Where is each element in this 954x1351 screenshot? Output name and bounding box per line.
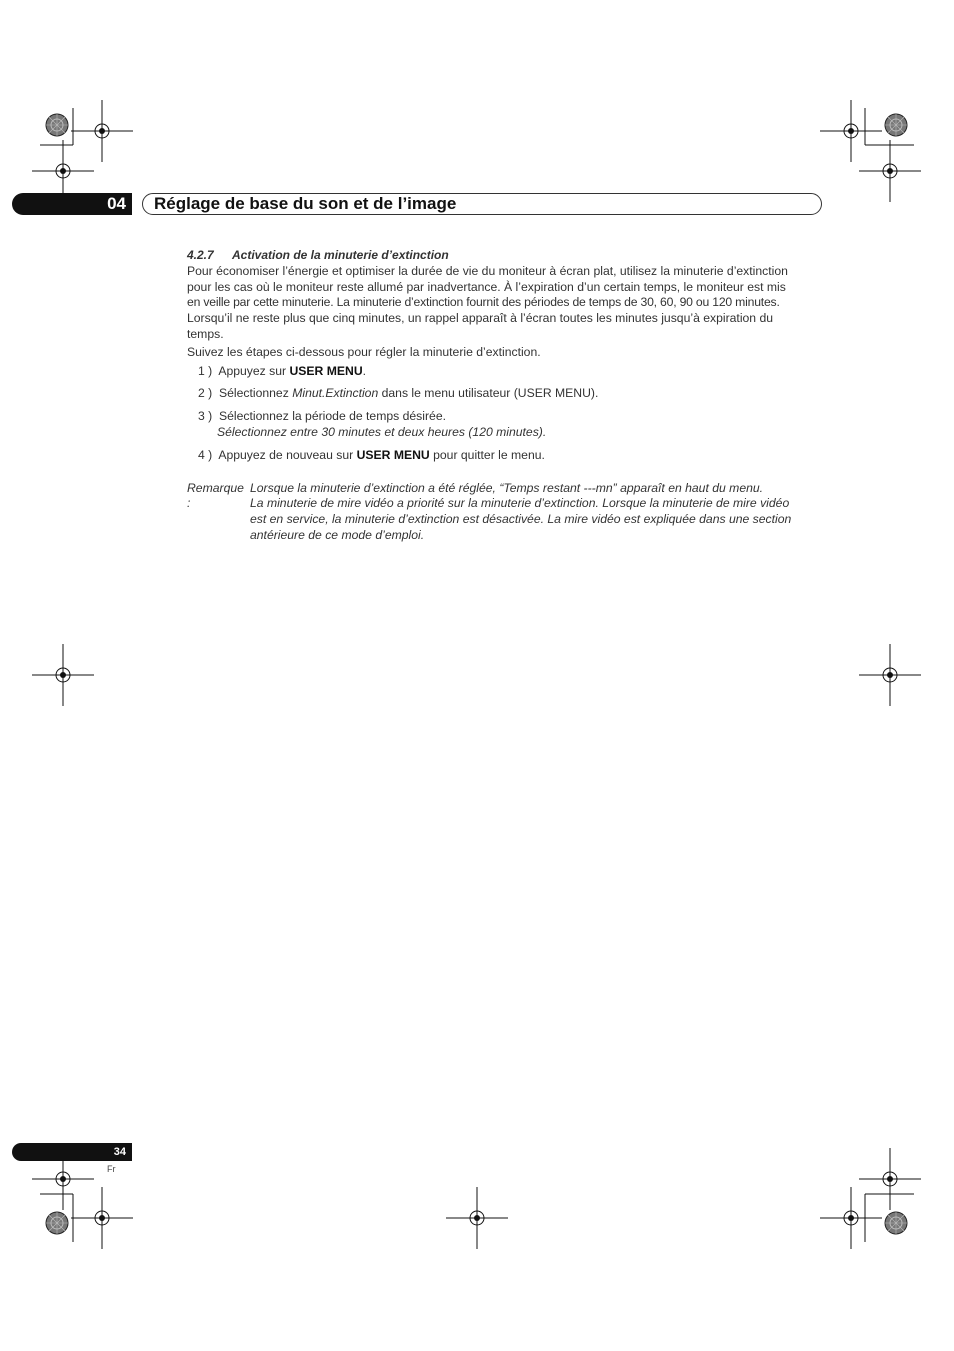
remark-line: est en service, la minuterie d’extinction est désactivée. La mire vidéo est expliquée dans une section — [250, 512, 792, 527]
remark-label: Remarque : — [187, 480, 244, 511]
step-number: 4 ) — [198, 447, 213, 462]
step-number: 2 ) — [198, 386, 213, 401]
step-text: Sélectionnez la période de temps désirée. — [219, 409, 446, 424]
step-2 — [187, 386, 827, 402]
intro-paragraph — [187, 264, 827, 343]
step-text: Sélectionnez — [219, 386, 293, 401]
section-content — [187, 248, 827, 544]
step-4 — [187, 448, 827, 464]
step-note: Sélectionnez entre 30 minutes et deux heures (120 minutes). — [217, 424, 547, 439]
intro-line: Lorsqu’il ne reste plus que cinq minutes, un rappel apparaît à l’écran toutes les minutes jusqu’à expiration du — [187, 311, 774, 326]
menu-item-name: Minut.Extinction — [292, 386, 379, 401]
remark-line: Lorsque la minuterie d’extinction a été réglée, “Temps restant ---mn” apparaît en haut du menu. — [250, 480, 764, 495]
chapter-number: 04 — [107, 194, 126, 213]
section-title: Activation de la minuterie d’extinction — [232, 248, 449, 262]
page-number: 34 — [113, 1146, 126, 1158]
chapter-title: Réglage de base du son et de l’image — [154, 194, 457, 213]
intro-line: temps. — [187, 326, 224, 341]
section-heading — [187, 248, 827, 264]
remark-note — [187, 481, 827, 544]
step-number: 3 ) — [198, 409, 213, 424]
key-user-menu: USER MENU — [356, 447, 430, 462]
remark-body — [250, 481, 827, 544]
remark-line: antérieure de ce mode d’emploi. — [250, 527, 425, 542]
language-code: Fr — [107, 1164, 116, 1174]
step-3 — [187, 409, 827, 441]
step-1 — [187, 364, 827, 380]
step-text: Appuyez sur — [218, 363, 290, 378]
step-text-end: dans le menu utilisateur (USER MENU). — [378, 386, 599, 401]
step-number: 1 ) — [198, 363, 213, 378]
key-user-menu: USER MENU — [289, 363, 363, 378]
instructions-lead: Suivez les étapes ci-dessous pour régler la minuterie d’extinction. — [187, 344, 541, 359]
remark-line: La minuterie de mire vidéo a priorité sur la minuterie d’extinction. Lorsque la minuterie de mire vidéo — [250, 496, 790, 511]
step-text-end: . — [362, 363, 367, 378]
step-text-end: pour quitter le menu. — [429, 447, 545, 462]
intro-line: en veille par cette minuterie. La minuterie d’extinction fournit des périodes de temps de 30, 60, 90 ou 120 minutes. — [187, 295, 780, 310]
section-number: 4.2.7 — [187, 248, 214, 262]
step-text: Appuyez de nouveau sur — [218, 447, 357, 462]
intro-line: Pour économiser l’énergie et optimiser la durée de vie du moniteur à écran plat, utilisez la minuterie d’extinction — [187, 263, 788, 278]
intro-line: pour les cas où le moniteur reste allumé par inadvertance. À l’expiration d’un certain temps, le moniteur est mis — [187, 279, 786, 294]
